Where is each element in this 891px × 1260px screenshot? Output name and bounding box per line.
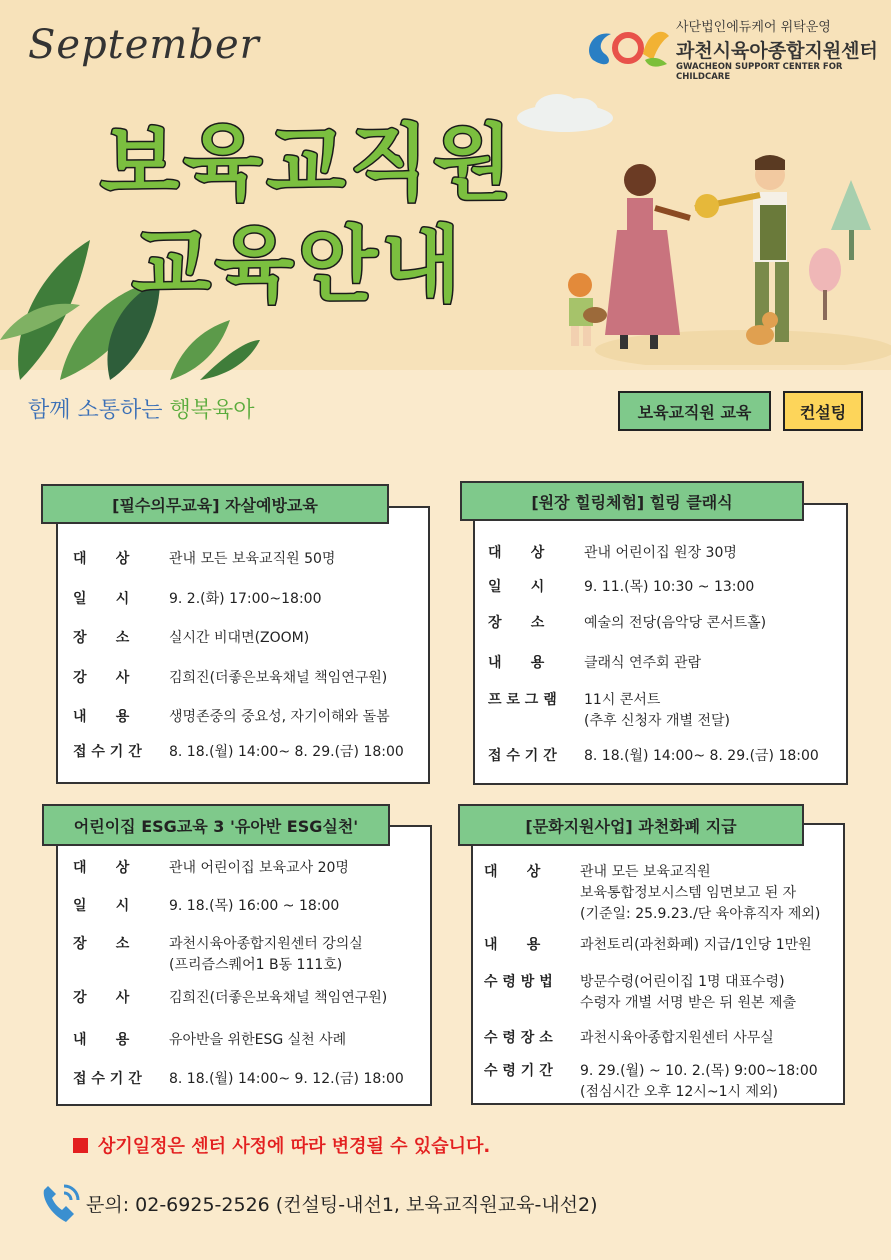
red-square-icon (73, 1138, 88, 1153)
card-row (73, 1030, 346, 1051)
card-row (488, 543, 737, 564)
tag-staff-education: 보육교직원 교육 (618, 391, 771, 431)
card-title: [문화지원사업] 과천화폐 지급 (458, 804, 804, 846)
card-row (73, 549, 335, 570)
card-row (484, 1028, 774, 1049)
row-label: 대 상 (488, 545, 545, 561)
row-label: 프 로 그 램 (488, 692, 557, 708)
card-title: 어린이집 ESG교육 3 '유아반 ESG실천' (42, 804, 390, 846)
row-value: 과천시육아종합지원센터 사무실 (580, 1030, 774, 1046)
notice-text: 상기일정은 센터 사정에 따라 변경될 수 있습니다. (98, 1136, 491, 1157)
row-value: 9. 11.(목) 10:30 ~ 13:00 (584, 579, 755, 595)
row-label: 일 시 (73, 898, 130, 914)
tag-consulting: 컨설팅 (783, 391, 863, 431)
card-row (73, 1069, 404, 1090)
row-label: 접 수 기 간 (73, 744, 142, 760)
card-row (73, 896, 339, 917)
row-label: 장 소 (488, 615, 545, 631)
card-row (73, 934, 363, 976)
org-english-name: GWACHEON SUPPORT CENTER FOR CHILDCARE (676, 62, 843, 82)
title-line-2: 교육안내 (131, 218, 465, 313)
row-value: 예술의 전당(음악당 콘서트홀) (584, 615, 767, 631)
card-row (73, 668, 387, 689)
row-label: 장 소 (73, 936, 130, 952)
row-value: 과천시육아종합지원센터 강의실 (프리즘스퀘어1 B동 111호) (169, 936, 363, 973)
card-row (488, 653, 701, 674)
month-script: September (28, 22, 260, 68)
row-value: 8. 18.(월) 14:00~ 8. 29.(금) 18:00 (584, 748, 819, 764)
card-row (73, 742, 404, 763)
row-label: 내 용 (73, 709, 130, 725)
org-name: 과천시육아종합지원센터 (676, 40, 878, 62)
card-row (73, 589, 322, 610)
contact-info: 문의: 02-6925-2526 (컨설팅-내선1, 보육교직원교육-내선2) (86, 1194, 598, 1216)
card-title: [필수의무교육] 자살예방교육 (41, 484, 389, 524)
row-label: 대 상 (73, 860, 130, 876)
schedule-notice (73, 1132, 490, 1158)
row-value: 과천토리(과천화폐) 지급/1인당 1만원 (580, 937, 812, 953)
row-value: 실시간 비대면(ZOOM) (169, 630, 310, 646)
card-row (484, 1061, 818, 1103)
card-row (73, 628, 309, 649)
row-label: 대 상 (73, 551, 130, 567)
card-title: [원장 힐링체험] 힐링 클래식 (460, 481, 804, 521)
row-value: 9. 29.(월) ~ 10. 2.(목) 9:00~18:00 (점심시간 오후 12시~1시 제외) (580, 1063, 818, 1100)
row-label: 수 령 기 간 (484, 1063, 553, 1079)
title-line-1: 보육교직원 (99, 116, 517, 211)
card-row (488, 746, 819, 767)
card-row (73, 858, 349, 879)
row-label: 일 시 (488, 579, 545, 595)
row-value: 관내 모든 보육교직원 보육통합정보시스템 임면보고 된 자 (기준일: 25.9.23./단 육아휴직자 제외) (580, 864, 821, 922)
row-label: 수 령 장 소 (484, 1030, 553, 1046)
card-row (73, 707, 390, 728)
card-row (488, 577, 754, 598)
phone-icon (36, 1180, 84, 1228)
row-value: 클래식 연주회 관람 (584, 655, 702, 671)
row-value: 김희진(더좋은보육채널 책임연구원) (169, 990, 388, 1006)
row-value: 관내 모든 보육교직원 50명 (169, 551, 336, 567)
row-value: 관내 어린이집 원장 30명 (584, 545, 737, 561)
row-label: 내 용 (73, 1032, 130, 1048)
row-label: 일 시 (73, 591, 130, 607)
card-row (73, 988, 387, 1009)
card-row (488, 690, 730, 732)
row-label: 장 소 (73, 630, 130, 646)
card-row (484, 972, 796, 1014)
row-label: 수 령 방 법 (484, 974, 553, 990)
card-row (488, 613, 766, 634)
row-value: 유아반을 위한ESG 실천 사례 (169, 1032, 347, 1048)
org-logo-icon (583, 20, 671, 72)
row-value: 김희진(더좋은보육채널 책임연구원) (169, 670, 388, 686)
row-value: 8. 18.(월) 14:00~ 8. 29.(금) 18:00 (169, 744, 404, 760)
row-label: 접 수 기 간 (73, 1071, 142, 1087)
row-label: 강 사 (73, 670, 130, 686)
row-value: 9. 18.(목) 16:00 ~ 18:00 (169, 898, 340, 914)
row-value: 8. 18.(월) 14:00~ 9. 12.(금) 18:00 (169, 1071, 404, 1087)
row-value: 관내 어린이집 보육교사 20명 (169, 860, 349, 876)
row-label: 강 사 (73, 990, 130, 1006)
row-value: 방문수령(어린이집 1명 대표수령) 수령자 개별 서명 받은 뒤 원본 제출 (580, 974, 797, 1011)
card-row (484, 935, 812, 956)
row-value: 9. 2.(화) 17:00~18:00 (169, 591, 322, 607)
org-subtitle: 사단법인에듀케어 위탁운영 (676, 20, 831, 35)
card-row (484, 862, 820, 925)
row-label: 내 용 (484, 937, 541, 953)
row-value: 생명존중의 중요성, 자기이해와 돌봄 (169, 709, 390, 725)
row-value: 11시 콘서트 (추후 신청자 개별 전달) (584, 692, 730, 729)
row-label: 대 상 (484, 864, 541, 880)
row-label: 접 수 기 간 (488, 748, 557, 764)
row-label: 내 용 (488, 655, 545, 671)
slogan: 함께 소통하는 행복육아 (28, 398, 255, 423)
